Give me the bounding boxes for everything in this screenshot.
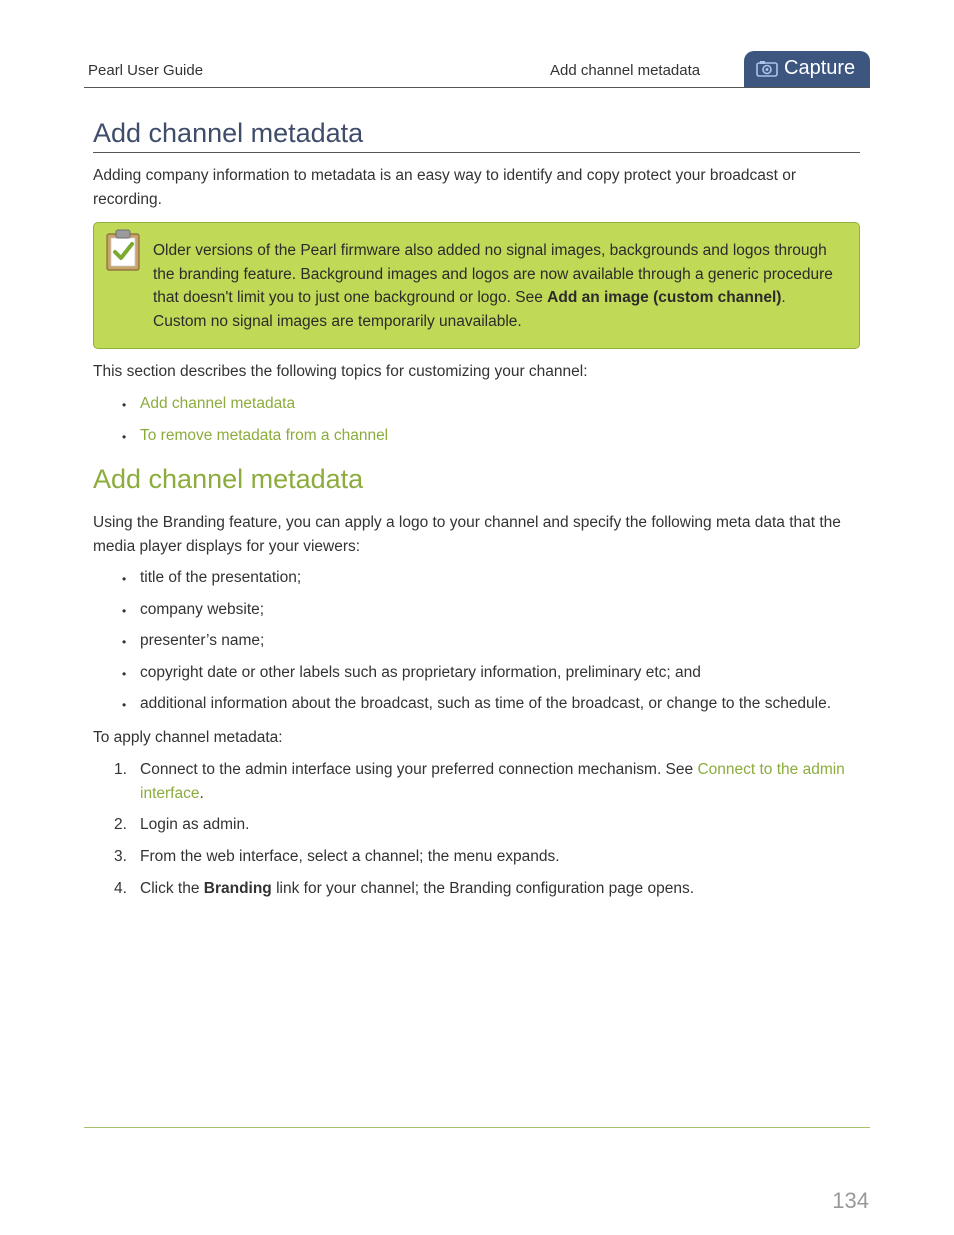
header-section-title: Add channel metadata bbox=[550, 62, 701, 79]
list-item: • title of the presentation; bbox=[122, 566, 831, 598]
step-item bbox=[112, 813, 872, 837]
connect-admin-link[interactable]: Connect to the admin interface bbox=[140, 761, 845, 802]
branding-bold: Branding bbox=[203, 880, 272, 898]
list-item: • additional information about the broadcast, such as time of the broadcast, or change to the schedule. bbox=[122, 692, 831, 724]
note-text-before: Older versions of the Pearl firmware also added no signal images, backgrounds and logos through the branding feature. Background images and logos are now available through a generic procedure that doesn't limit you to just one background or logo. See bbox=[153, 242, 833, 306]
footer-divider bbox=[84, 1127, 870, 1128]
topic-link-remove-metadata[interactable]: • To remove metadata from a channel bbox=[122, 424, 388, 456]
topics-intro: This section describes the following topics for customizing your channel: bbox=[93, 363, 588, 380]
topics-list bbox=[122, 392, 388, 455]
note-box bbox=[93, 222, 860, 349]
list-item: • copyright date or other labels such as proprietary information, preliminary etc; and bbox=[122, 661, 831, 693]
step-text: From the web interface, select a channel; the menu expands. bbox=[140, 848, 560, 866]
page-title: Add channel metadata bbox=[93, 118, 860, 153]
step-text-after: link for your channel; the Branding configuration page opens. bbox=[271, 880, 695, 898]
step-number: 4. bbox=[114, 880, 127, 898]
step-item bbox=[112, 758, 872, 805]
note-text bbox=[153, 239, 843, 333]
step-text: Login as admin. bbox=[140, 816, 250, 834]
step-text: Click the bbox=[140, 880, 204, 898]
intro-paragraph: Adding company information to metadata is an easy way to identify and copy protect your broadcast or recording. bbox=[93, 167, 797, 208]
note-text-after: . Custom no signal images are temporarily unavailable. bbox=[153, 289, 786, 330]
step-number: 2. bbox=[114, 816, 127, 834]
step-number: 3. bbox=[114, 848, 127, 866]
section-intro: Using the Branding feature, you can apply a logo to your channel and specify the following meta data that the media player displays for your viewers: bbox=[93, 514, 841, 555]
step-item bbox=[112, 845, 872, 869]
page-header bbox=[84, 50, 870, 88]
guide-title: Pearl User Guide bbox=[88, 62, 204, 79]
list-item: • presenter’s name; bbox=[122, 629, 831, 661]
capture-tab-label: Capture bbox=[784, 57, 856, 79]
step-text: Connect to the admin interface using your preferred connection mechanism. See bbox=[140, 761, 698, 778]
page-number: 134 bbox=[832, 1188, 869, 1213]
capture-tab[interactable] bbox=[744, 51, 870, 87]
list-item: • company website; bbox=[122, 598, 831, 630]
apply-intro: To apply channel metadata: bbox=[93, 729, 283, 746]
clipboard-check-icon bbox=[104, 226, 142, 272]
section-title: Add channel metadata bbox=[93, 464, 364, 494]
note-link-add-image[interactable]: Add an image (custom channel) bbox=[547, 289, 782, 306]
step-text-after: . bbox=[199, 784, 204, 802]
step-item bbox=[112, 877, 872, 901]
topic-link-add-metadata[interactable]: • Add channel metadata bbox=[122, 392, 388, 424]
metadata-list bbox=[122, 566, 831, 724]
steps-list bbox=[112, 758, 872, 909]
camera-icon bbox=[756, 60, 778, 77]
step-number: 1. bbox=[114, 761, 127, 778]
